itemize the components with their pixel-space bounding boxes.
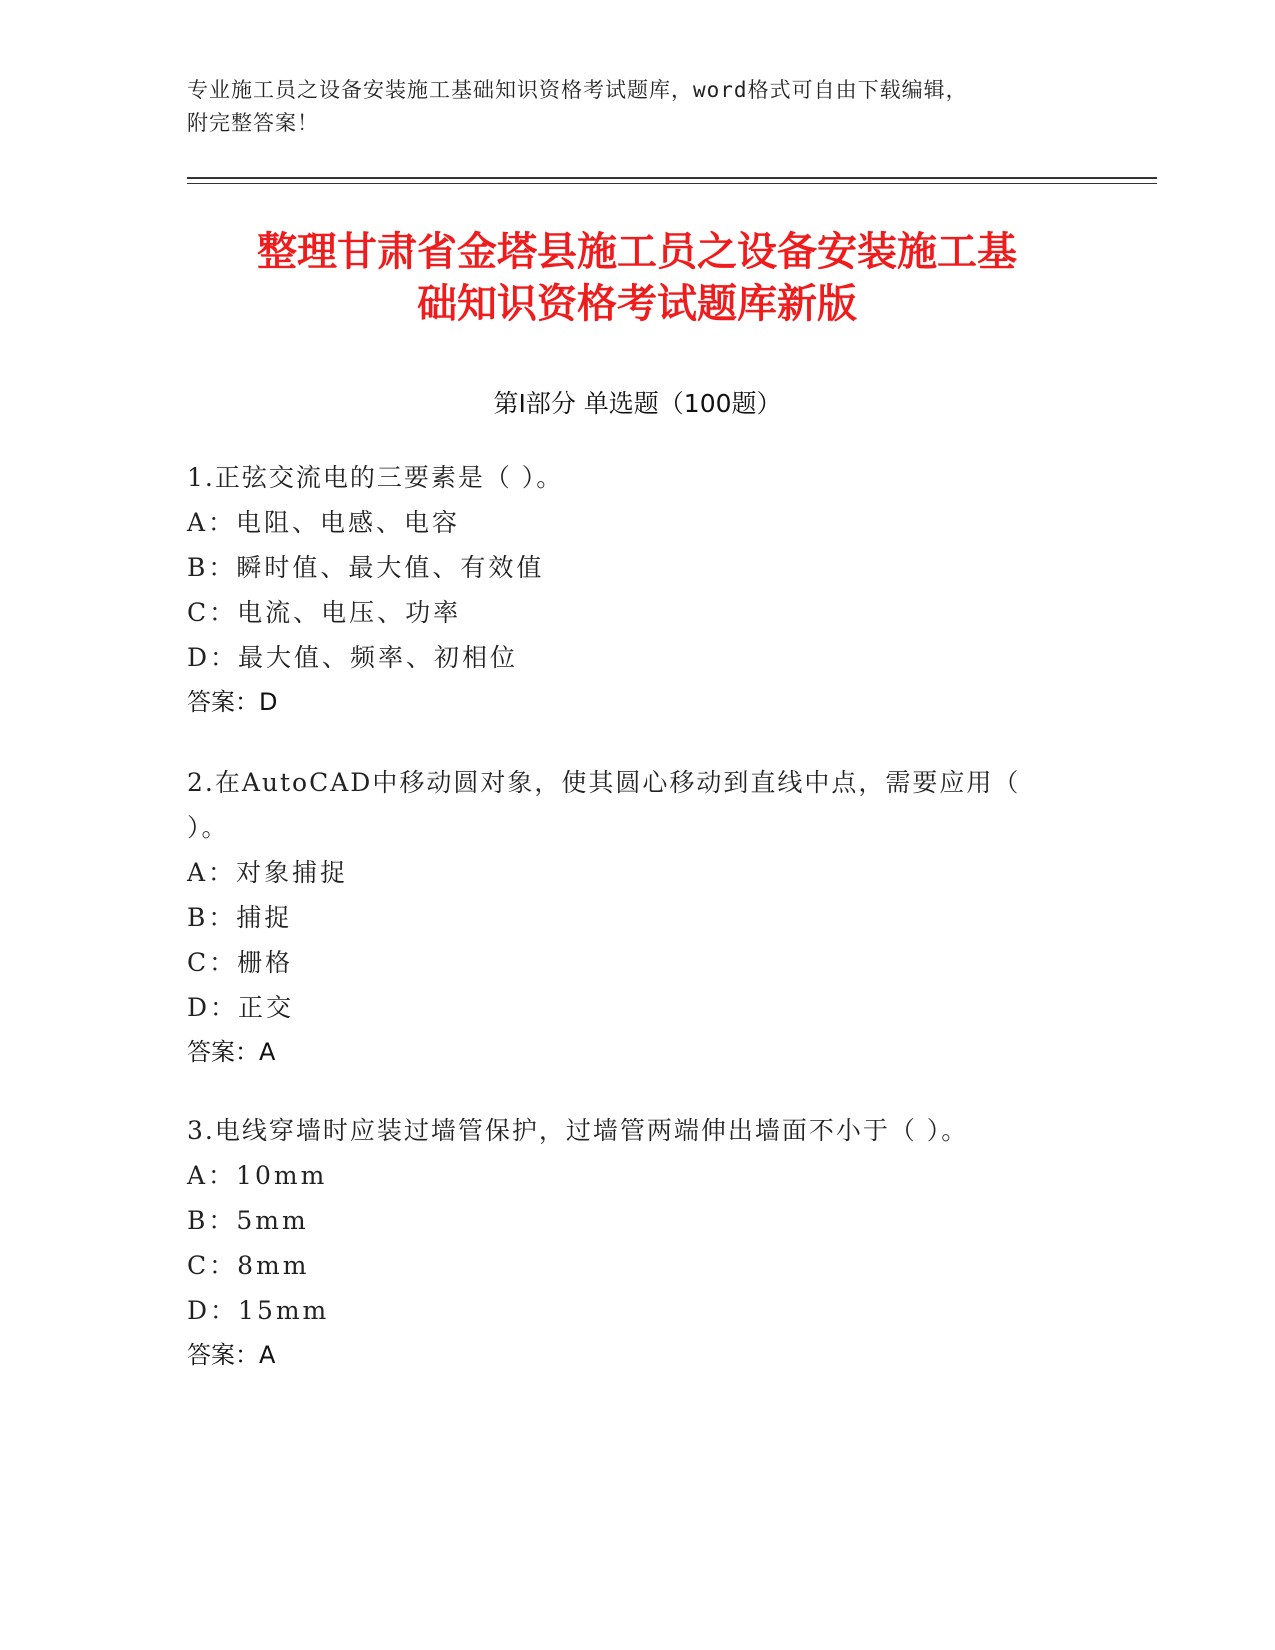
answer: 答案：D bbox=[187, 688, 278, 716]
question-3 bbox=[187, 1108, 1067, 1378]
option-a: A：对象捕捉 bbox=[187, 858, 349, 887]
option-c: C：8mm bbox=[187, 1251, 310, 1280]
option-c: C：电流、电压、功率 bbox=[187, 598, 462, 627]
option-b: B：5mm bbox=[187, 1206, 309, 1235]
option-d: D：最大值、频率、初相位 bbox=[187, 643, 519, 672]
question-1 bbox=[187, 455, 1067, 725]
header-note-line-1: 专业施工员之设备安装施工基础知识资格考试题库，word格式可自由下载编辑， bbox=[187, 78, 968, 102]
answer: 答案：A bbox=[187, 1341, 276, 1369]
option-c: C：栅格 bbox=[187, 948, 294, 977]
header-note bbox=[187, 74, 1067, 140]
document-title-line-1: 整理甘肃省金塔县施工员之设备安装施工基 bbox=[257, 229, 1017, 275]
document-title bbox=[187, 226, 1087, 330]
question-2 bbox=[187, 760, 1067, 1075]
option-d: D：15mm bbox=[187, 1296, 330, 1325]
header-divider-thick bbox=[187, 177, 1157, 179]
header-note-line-2: 附完整答案！ bbox=[187, 111, 319, 135]
question-stem: 3.电线穿墙时应装过墙管保护，过墙管两端伸出墙面不小于（ ）。 bbox=[187, 1116, 969, 1145]
option-d: D：正交 bbox=[187, 993, 295, 1022]
header-divider-thin bbox=[187, 183, 1157, 184]
section-heading: 第Ⅰ部分 单选题（100题） bbox=[493, 389, 782, 418]
option-b: B：捕捉 bbox=[187, 903, 293, 932]
document-title-line-2: 础知识资格考试题库新版 bbox=[417, 281, 857, 327]
option-b: B：瞬时值、最大值、有效值 bbox=[187, 553, 545, 582]
question-stem: 2.在AutoCAD中移动圆对象，使其圆心移动到直线中点，需要应用（ ）。 bbox=[187, 768, 1021, 842]
question-stem: 1.正弦交流电的三要素是（ ）。 bbox=[187, 463, 564, 492]
option-a: A：电阻、电感、电容 bbox=[187, 508, 461, 537]
answer: 答案：A bbox=[187, 1038, 276, 1066]
option-a: A：10mm bbox=[187, 1161, 328, 1190]
